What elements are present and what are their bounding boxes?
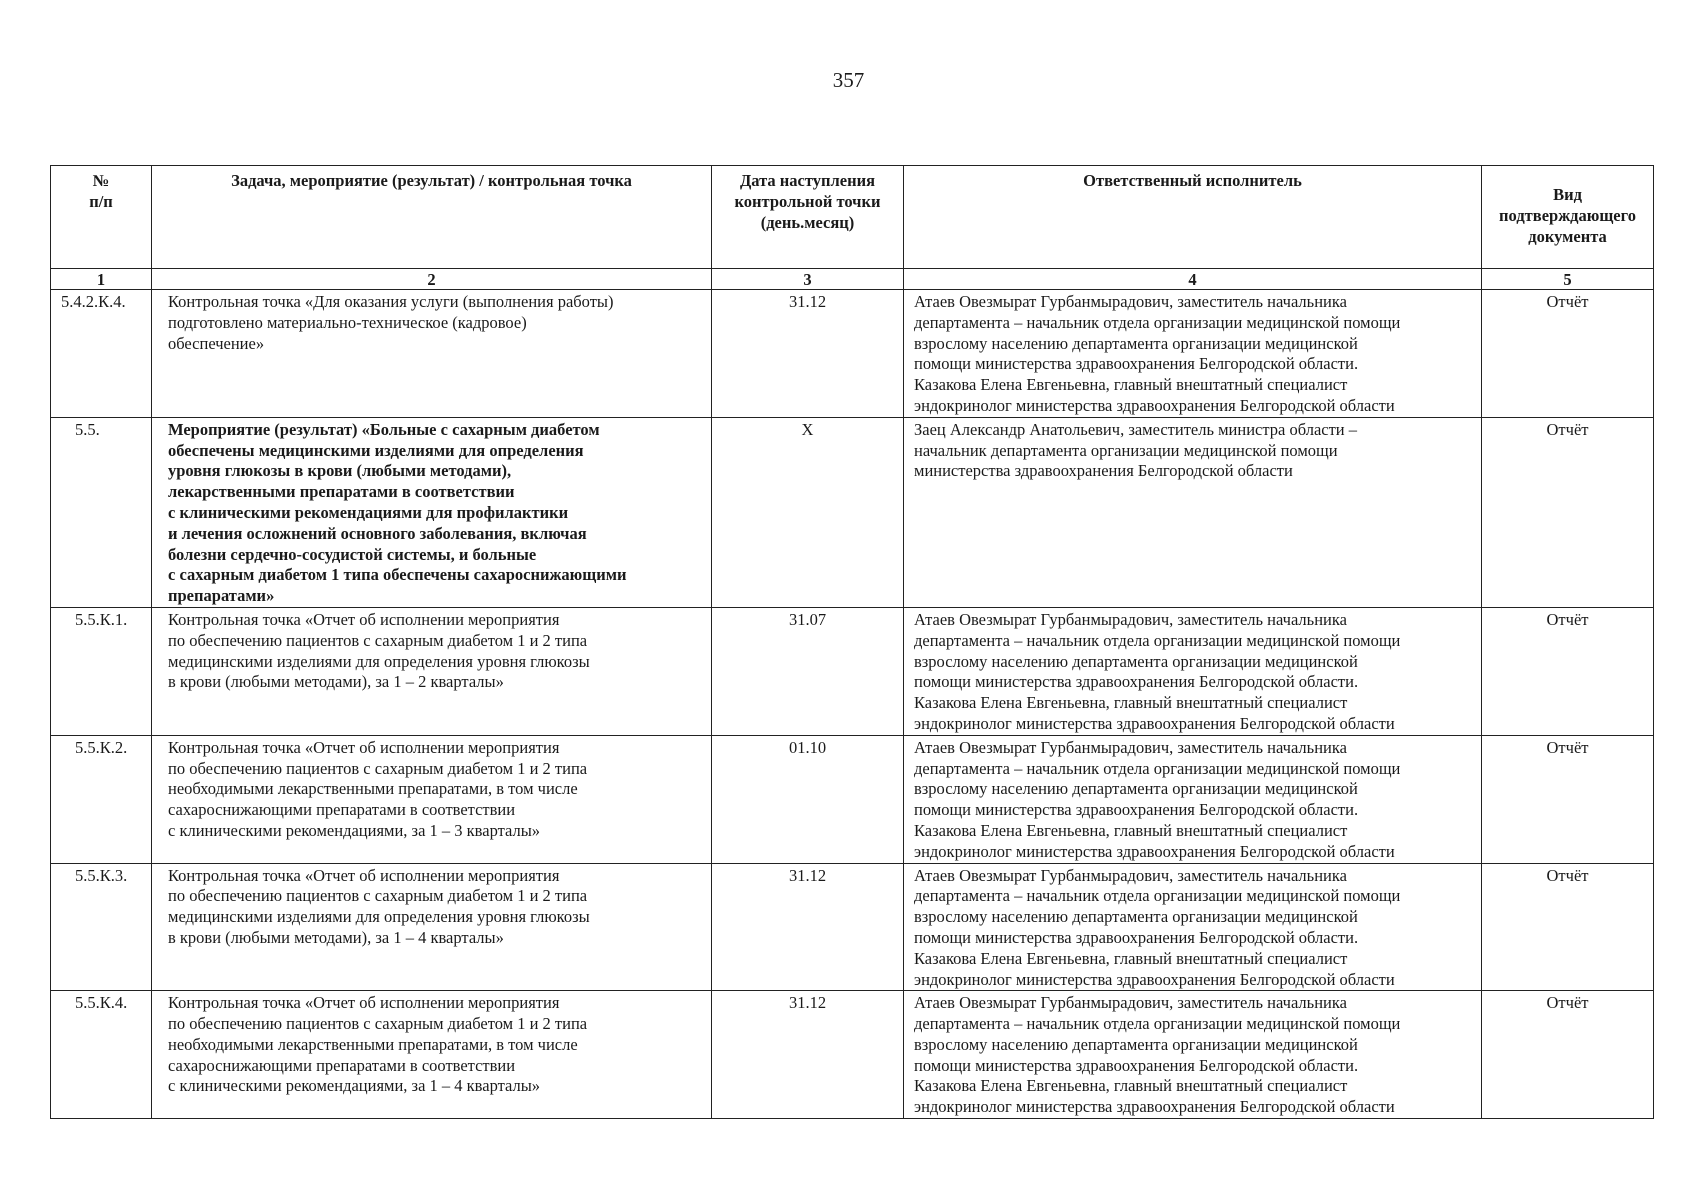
row-document-type: Отчёт xyxy=(1482,735,1654,863)
column-number: 5 xyxy=(1482,269,1654,290)
row-task: Контрольная точка «Отчет об исполнении мероприятия по обеспечению пациентов с сахарным диабетом 1 и 2 типа медицинскими изделиями для определения уровня глюкозы в крови (любыми методами), за 1 – 4 кварталы» xyxy=(152,863,712,991)
row-document-type: Отчёт xyxy=(1482,863,1654,991)
table-row xyxy=(51,991,1654,1119)
header-responsible: Ответственный исполнитель xyxy=(904,166,1482,269)
row-date: 01.10 xyxy=(712,735,904,863)
row-number: 5.5.К.1. xyxy=(51,607,152,735)
table-row xyxy=(51,607,1654,735)
row-task: Мероприятие (результат) «Больные с сахарным диабетом обеспечены медицинскими изделиями для определения уровня глюкозы в крови (любыми методами), лекарственными препаратами в соответствии с клиническими рекомендациями для профилактики и лечения осложнений основного заболевания, включая болезни сердечно-сосудистой системы, и больные с сахарным диабетом 1 типа обеспечены сахароснижающими препаратами» xyxy=(152,417,712,607)
column-number: 4 xyxy=(904,269,1482,290)
row-date: 31.12 xyxy=(712,290,904,418)
row-responsible: Атаев Овезмырат Гурбанмырадович, заместитель начальника департамента – начальник отдела организации медицинской помощи взрослому населению департамента организации медицинской помощи министерства здравоохранения Белгородской области. Казакова Елена Евгеньевна, главный внештатный специалист эндокринолог министерства здравоохранения Белгородской области xyxy=(904,863,1482,991)
column-number: 1 xyxy=(51,269,152,290)
row-number: 5.5.К.3. xyxy=(51,863,152,991)
row-responsible: Атаев Овезмырат Гурбанмырадович, заместитель начальника департамента – начальник отдела организации медицинской помощи взрослому населению департамента организации медицинской помощи министерства здравоохранения Белгородской области. Казакова Елена Евгеньевна, главный внештатный специалист эндокринолог министерства здравоохранения Белгородской области xyxy=(904,991,1482,1119)
row-date: 31.07 xyxy=(712,607,904,735)
header-date: Дата наступления контрольной точки (день.месяц) xyxy=(712,166,904,269)
column-number-row xyxy=(51,269,1654,290)
header-number: № п/п xyxy=(51,166,152,269)
row-responsible: Заец Александр Анатольевич, заместитель министра области – начальник департамента организации медицинской помощи министерства здравоохранения Белгородской области xyxy=(904,417,1482,607)
row-number: 5.4.2.К.4. xyxy=(51,290,152,418)
row-document-type: Отчёт xyxy=(1482,417,1654,607)
table-row xyxy=(51,417,1654,607)
row-task: Контрольная точка «Отчет об исполнении мероприятия по обеспечению пациентов с сахарным диабетом 1 и 2 типа медицинскими изделиями для определения уровня глюкозы в крови (любыми методами), за 1 – 2 кварталы» xyxy=(152,607,712,735)
row-number: 5.5. xyxy=(51,417,152,607)
column-number: 3 xyxy=(712,269,904,290)
row-task: Контрольная точка «Отчет об исполнении мероприятия по обеспечению пациентов с сахарным диабетом 1 и 2 типа необходимыми лекарственными препаратами, в том числе сахароснижающими препаратами в соответствии с клиническими рекомендациями, за 1 – 4 кварталы» xyxy=(152,991,712,1119)
header-task: Задача, мероприятие (результат) / контрольная точка xyxy=(152,166,712,269)
row-date: 31.12 xyxy=(712,991,904,1119)
row-responsible: Атаев Овезмырат Гурбанмырадович, заместитель начальника департамента – начальник отдела организации медицинской помощи взрослому населению департамента организации медицинской помощи министерства здравоохранения Белгородской области. Казакова Елена Евгеньевна, главный внештатный специалист эндокринолог министерства здравоохранения Белгородской области xyxy=(904,607,1482,735)
row-date: Х xyxy=(712,417,904,607)
row-document-type: Отчёт xyxy=(1482,991,1654,1119)
header-row xyxy=(51,166,1654,269)
column-number: 2 xyxy=(152,269,712,290)
row-date: 31.12 xyxy=(712,863,904,991)
table-row xyxy=(51,735,1654,863)
page-number: 357 xyxy=(832,68,865,92)
header-document-type: Вид подтверждающего документа xyxy=(1482,166,1654,269)
row-number: 5.5.К.4. xyxy=(51,991,152,1119)
control-points-table xyxy=(50,165,1654,1119)
row-document-type: Отчёт xyxy=(1482,290,1654,418)
row-responsible: Атаев Овезмырат Гурбанмырадович, заместитель начальника департамента – начальник отдела организации медицинской помощи взрослому населению департамента организации медицинской помощи министерства здравоохранения Белгородской области. Казакова Елена Евгеньевна, главный внештатный специалист эндокринолог министерства здравоохранения Белгородской области xyxy=(904,735,1482,863)
row-task: Контрольная точка «Для оказания услуги (выполнения работы) подготовлено материально-техническое (кадровое) обеспечение» xyxy=(152,290,712,418)
row-number: 5.5.К.2. xyxy=(51,735,152,863)
row-responsible: Атаев Овезмырат Гурбанмырадович, заместитель начальника департамента – начальник отдела организации медицинской помощи взрослому населению департамента организации медицинской помощи министерства здравоохранения Белгородской области. Казакова Елена Евгеньевна, главный внештатный специалист эндокринолог министерства здравоохранения Белгородской области xyxy=(904,290,1482,418)
table-row xyxy=(51,863,1654,991)
table-row xyxy=(51,290,1654,418)
row-task: Контрольная точка «Отчет об исполнении мероприятия по обеспечению пациентов с сахарным диабетом 1 и 2 типа необходимыми лекарственными препаратами, в том числе сахароснижающими препаратами в соответствии с клиническими рекомендациями, за 1 – 3 кварталы» xyxy=(152,735,712,863)
row-document-type: Отчёт xyxy=(1482,607,1654,735)
